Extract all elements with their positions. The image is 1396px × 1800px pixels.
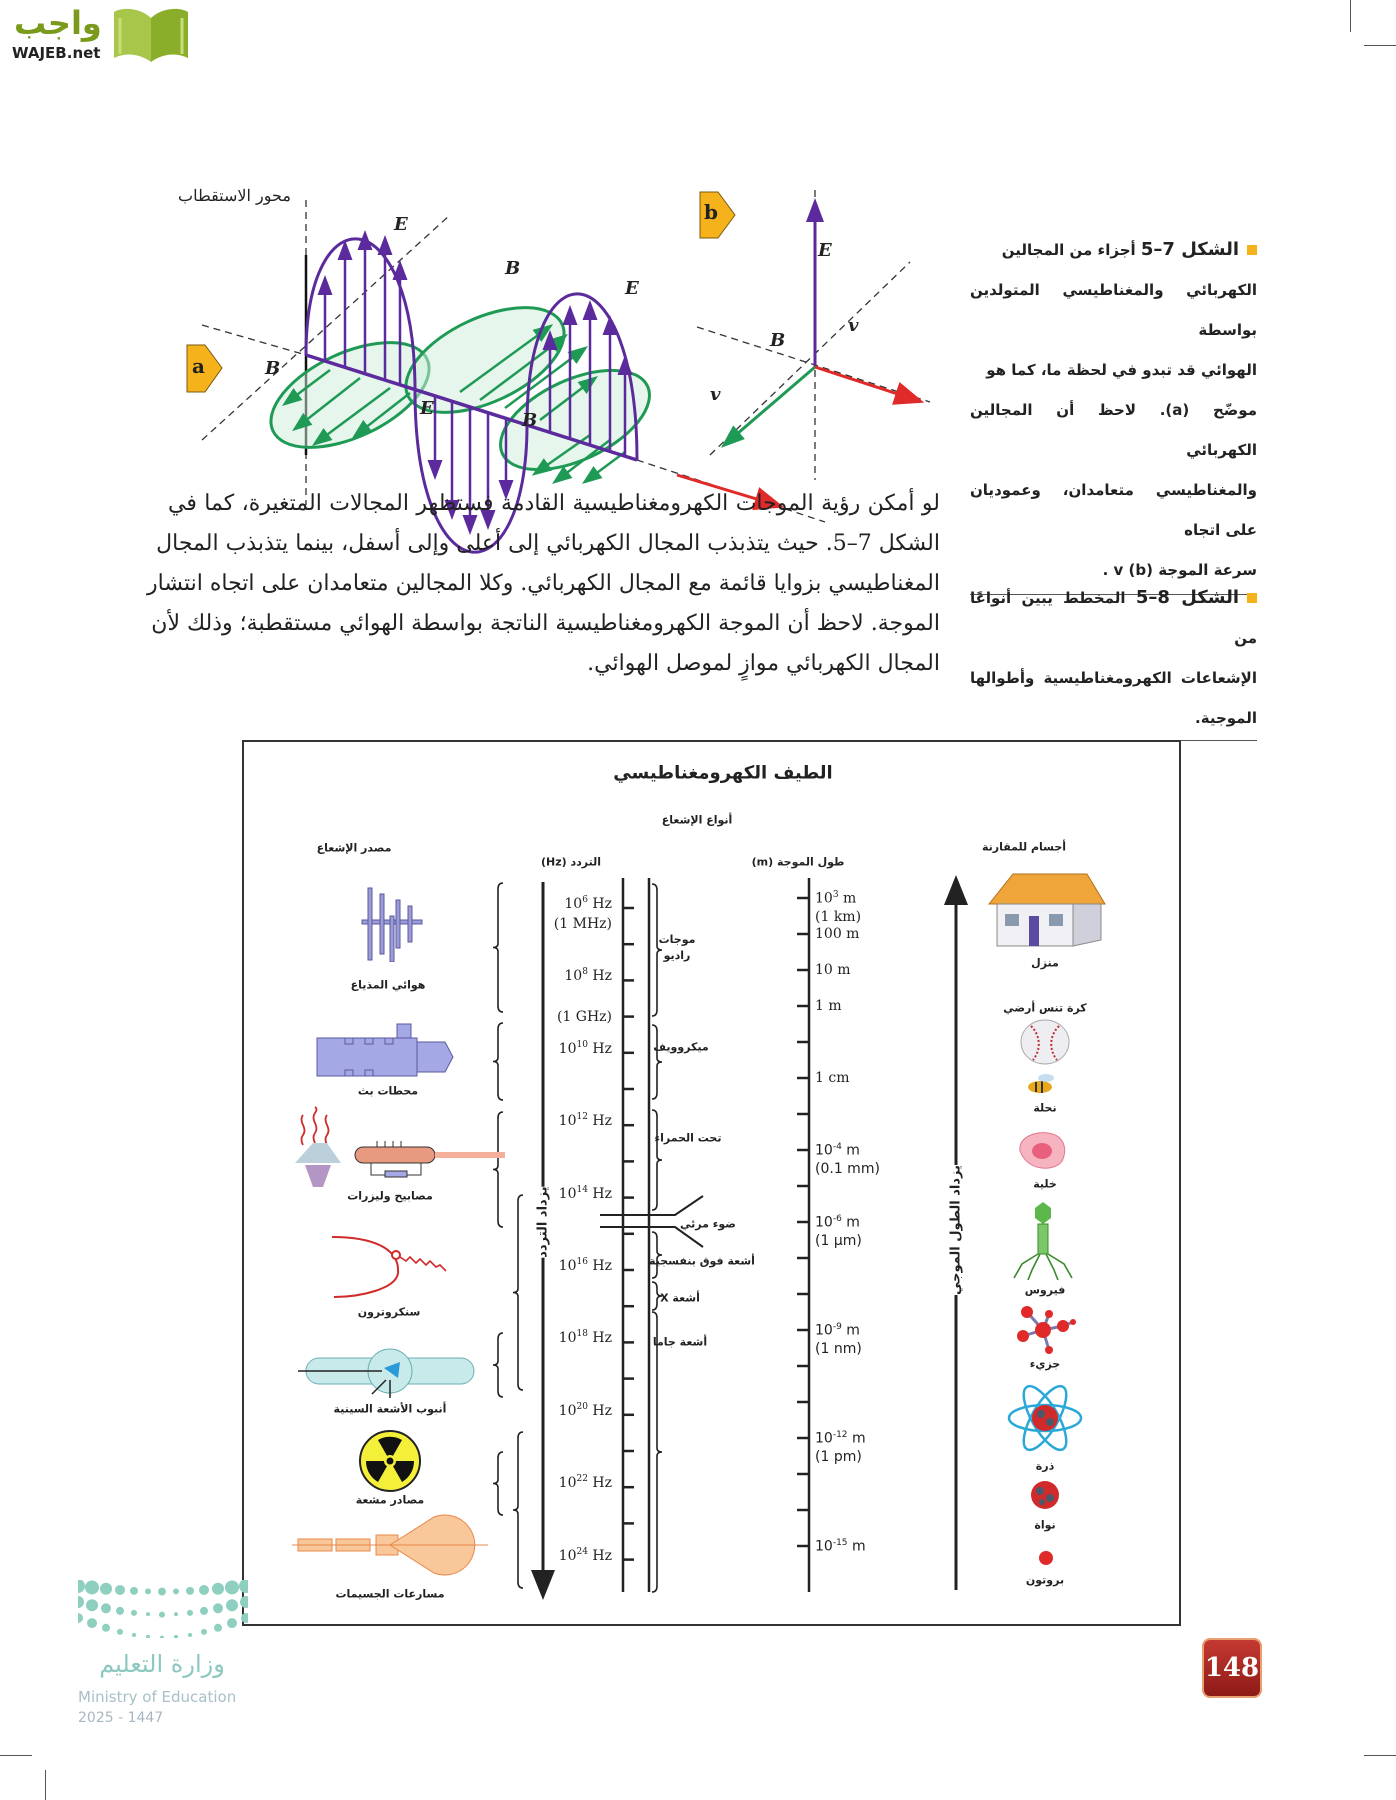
logo-dot: [187, 1610, 193, 1616]
source-label: مصادر مشعة: [355, 1493, 425, 1507]
logo-dot: [186, 1587, 194, 1595]
type-visible: ضوء مرئي: [680, 1217, 736, 1231]
logo-dot: [145, 1588, 151, 1594]
label-B: B: [522, 410, 538, 431]
brace-gamma: [652, 1312, 662, 1592]
wavelength-tick-label: $10^{-12}$ m (1 pm): [815, 1430, 866, 1465]
frequency-tick-label: $10^{22}$ Hz: [558, 1474, 612, 1492]
header-frequency: التردد (Hz): [540, 855, 602, 869]
frequency-tick-label: $10^{18}$ Hz: [558, 1329, 612, 1347]
caption-line: المخطط يبين أنواعًا من: [970, 589, 1257, 647]
header-types: أنواع الإشعاع: [661, 813, 733, 827]
source-brace: [513, 1432, 523, 1588]
label-B: B: [265, 358, 281, 379]
cell-icon: [1014, 1129, 1070, 1173]
source-label: محطات بث: [357, 1084, 419, 1098]
logo-dot: [85, 1580, 99, 1594]
wavelength-tick-label: $10^{-6}$ m (1 µm): [815, 1214, 862, 1249]
header-objects: أجسام للمقارنة: [981, 840, 1067, 854]
wavelength-tick-label: $10^{-9}$ m (1 nm): [815, 1322, 862, 1357]
object-label: ذرة: [1035, 1459, 1055, 1473]
label-B: B: [770, 330, 786, 351]
polarization-axis-label: محور الاستقطاب: [178, 186, 291, 205]
type-microwave: ميكروويف: [653, 1040, 709, 1054]
brace-microwave: [652, 1025, 662, 1099]
badge-a-label: a: [192, 354, 205, 378]
bee-icon: [1022, 1072, 1058, 1096]
ministry-logo-icon: [78, 1580, 248, 1638]
logo-dot: [158, 1588, 166, 1596]
header-sources: مصدر الإشعاع: [316, 841, 392, 855]
logo-dot: [132, 1633, 136, 1637]
frequency-tick-label: $10^{16}$ Hz: [558, 1257, 612, 1274]
source-label: سنكروترون: [357, 1305, 421, 1319]
logo-dot: [78, 1596, 84, 1608]
caption-line: والمغناطيسي متعامدان، وعموديان على اتجاه: [970, 481, 1257, 539]
caption-figure-label: الشكل 7–5: [1140, 239, 1239, 260]
brace-infrared: [652, 1110, 662, 1210]
logo-dot: [146, 1612, 150, 1616]
ministry-arabic: وزارة التعليم: [99, 1650, 225, 1678]
frequency-tick-label: $10^{20}$ Hz: [558, 1401, 612, 1419]
frequency-tick-label: $10^{24}$ Hz: [558, 1546, 612, 1564]
xray-tube-icon: [298, 1344, 478, 1400]
source-label: مصابيح وليزرات: [347, 1189, 433, 1203]
logo-latin: WAJEB.net: [12, 44, 101, 62]
label-v: v: [848, 315, 859, 336]
object-label: كرة تنس أرضي: [1003, 1001, 1087, 1015]
label-v: v: [710, 384, 721, 405]
badge-b-label: b: [704, 200, 718, 224]
wavelength-tick-label: 10 m: [815, 962, 851, 978]
spectrum-title: الطيف الكهرومغناطيسي: [613, 762, 833, 784]
logo-dot: [100, 1583, 112, 1595]
frequency-tick-label: $10^8$ Hz: [564, 967, 612, 985]
wavelength-tick-label: $10^3$ m (1 km): [815, 890, 862, 925]
logo-dot: [173, 1588, 179, 1594]
caption-line: أجزاء من المجالين: [1001, 241, 1136, 259]
paragraph-line: الموجة. لاحظ أن الموجة الكهرومغناطيسية الناتجة بواسطة الهوائي مستقطبة؛ وذلك لأن: [151, 611, 940, 636]
source-brace: [493, 883, 503, 1012]
logo-dot: [78, 1613, 83, 1623]
object-label: خلية: [1033, 1177, 1057, 1191]
object-label: نحلة: [1033, 1101, 1057, 1115]
logo-dot: [227, 1618, 237, 1628]
logo-dot: [130, 1587, 138, 1595]
frequency-tick-label: $10^{10}$ Hz: [558, 1039, 612, 1057]
object-label: فيروس: [1024, 1283, 1066, 1297]
ball-icon: [1019, 1018, 1071, 1066]
broadcast-station-icon: [315, 1022, 455, 1078]
logo-dot: [86, 1599, 98, 1611]
logo-dot: [117, 1629, 123, 1635]
label-E: E: [818, 240, 832, 261]
paragraph-line: لو أمكن رؤية الموجات الكهرومغناطيسية القادمة فستظهر المجالات المتغيرة، كما في: [168, 491, 940, 516]
logo-arabic: واجب: [14, 4, 102, 42]
logo-dot: [241, 1613, 248, 1623]
logo-dot: [213, 1603, 223, 1613]
logo-dot: [160, 1636, 164, 1638]
logo-dot: [199, 1585, 209, 1595]
page-number: 148: [1204, 1640, 1260, 1696]
source-brace: [513, 1195, 523, 1390]
logo-dot: [159, 1612, 165, 1618]
label-E: E: [420, 398, 434, 419]
ministry-english: Ministry of Education: [78, 1688, 237, 1706]
year-label: 2025 - 1447: [78, 1710, 164, 1726]
atom-icon: [1005, 1380, 1085, 1456]
type-ultraviolet: أشعة فوق بنفسجية: [649, 1254, 755, 1268]
caption-line: موضّح (a). لاحظ أن المجالين الكهربائي: [970, 401, 1257, 459]
frequency-tick-label: $10^{12}$ Hz: [558, 1112, 612, 1130]
logo-dot: [174, 1612, 178, 1616]
label-B: B: [505, 258, 521, 279]
logo-dot: [87, 1618, 97, 1628]
logo-dot: [240, 1596, 248, 1608]
synchrotron-icon: [330, 1233, 460, 1303]
source-brace: [493, 1452, 503, 1515]
label-E: E: [394, 214, 408, 235]
logo-dot: [226, 1599, 238, 1611]
label-E: E: [625, 278, 639, 299]
frequency-tick-label: (1 GHz): [556, 1008, 612, 1025]
object-label: منزل: [1031, 956, 1059, 970]
frequency-tick-label: $10^{14}$ Hz: [558, 1184, 612, 1202]
wavelength-tick-label: 1 cm: [815, 1070, 850, 1086]
logo-dot: [212, 1583, 224, 1595]
paragraph-line: الشكل 7–5. حيث يتذبذب المجال الكهربائي إلى أعلى وإلى أسفل، بينما يتذبذب المجال: [156, 531, 940, 556]
wavelength-tick-label: $10^{-15}$ m: [815, 1538, 866, 1555]
logo-dot: [131, 1610, 137, 1616]
logo-dot: [78, 1580, 85, 1593]
caption-figure-label: الشكل 8–5: [1135, 587, 1239, 608]
frequency-arrow-label: يزداد التردد: [532, 1186, 555, 1257]
logo-dot: [239, 1580, 248, 1593]
logo-dot: [116, 1607, 124, 1615]
nucleus-icon: [1029, 1480, 1061, 1510]
paragraph-line: المغناطيسي بزوايا قائمة مع المجال الكهربائي. وكلا المجالين متعامدان على اتجاه انتشار: [147, 571, 940, 596]
caption-line: سرعة الموجة v (b) .: [1102, 561, 1257, 579]
logo-dot: [174, 1635, 178, 1638]
object-label: جزيء: [1029, 1357, 1061, 1371]
logo-dot: [146, 1635, 150, 1638]
paragraph-line: المجال الكهربائي موازٍ لموصل الهوائي.: [587, 651, 940, 676]
logo-dot: [115, 1585, 125, 1595]
type-radio: [659, 932, 696, 964]
caption-line: الهوائي قد تبدو في لحظة ما، كما هو: [986, 361, 1257, 379]
type-infrared: تحت الحمراء: [654, 1131, 722, 1145]
type-gamma: أشعة جاما: [652, 1335, 708, 1349]
logo-dot: [200, 1607, 208, 1615]
lamp-laser-icon: [285, 1105, 505, 1195]
type-line: راديو: [663, 949, 691, 962]
logo-dot: [188, 1633, 192, 1637]
object-label: بروتون: [1025, 1573, 1065, 1587]
source-brace: [493, 1333, 503, 1397]
source-label: مسارعات الجسيمات: [335, 1587, 445, 1601]
type-xray: أشعة X: [660, 1291, 700, 1305]
logo-dot: [201, 1629, 207, 1635]
source-brace: [493, 1023, 503, 1100]
source-label: هوائي المذياع: [350, 978, 426, 992]
wavelength-tick-label: 100 m: [815, 926, 860, 942]
object-label: نواة: [1034, 1518, 1056, 1532]
caption-line: الكهربائي والمغناطيسي المتولدين بواسطة: [970, 281, 1257, 339]
molecule-icon: [1013, 1304, 1077, 1356]
wavelength-arrow-label: يزداد الطول الموجي: [945, 1165, 968, 1295]
radiation-icon: [358, 1429, 422, 1493]
logo-dot: [225, 1580, 239, 1594]
source-label: أنبوب الأشعة السينية: [333, 1402, 447, 1416]
virus-icon: [1010, 1200, 1076, 1280]
header-wavelength: طول الموجة (m): [751, 855, 845, 869]
wavelength-tick-label: $10^{-4}$ m (0.1 mm): [815, 1142, 880, 1177]
house-icon: [983, 870, 1107, 950]
logo-dot: [102, 1624, 110, 1632]
logo-dot: [101, 1603, 111, 1613]
logo-dot: [214, 1624, 222, 1632]
particle-accelerator-icon: [292, 1513, 488, 1577]
wavelength-tick-label: 1 m: [815, 998, 842, 1014]
type-line: موجات: [658, 933, 696, 946]
frequency-tick-label: $10^6$ Hz (1 MHz): [553, 895, 612, 932]
caption-line: الإشعاعات الكهرومغناطيسية وأطوالها الموجية.: [970, 669, 1257, 727]
proton-icon: [1038, 1550, 1054, 1566]
antenna-icon: [360, 886, 424, 962]
